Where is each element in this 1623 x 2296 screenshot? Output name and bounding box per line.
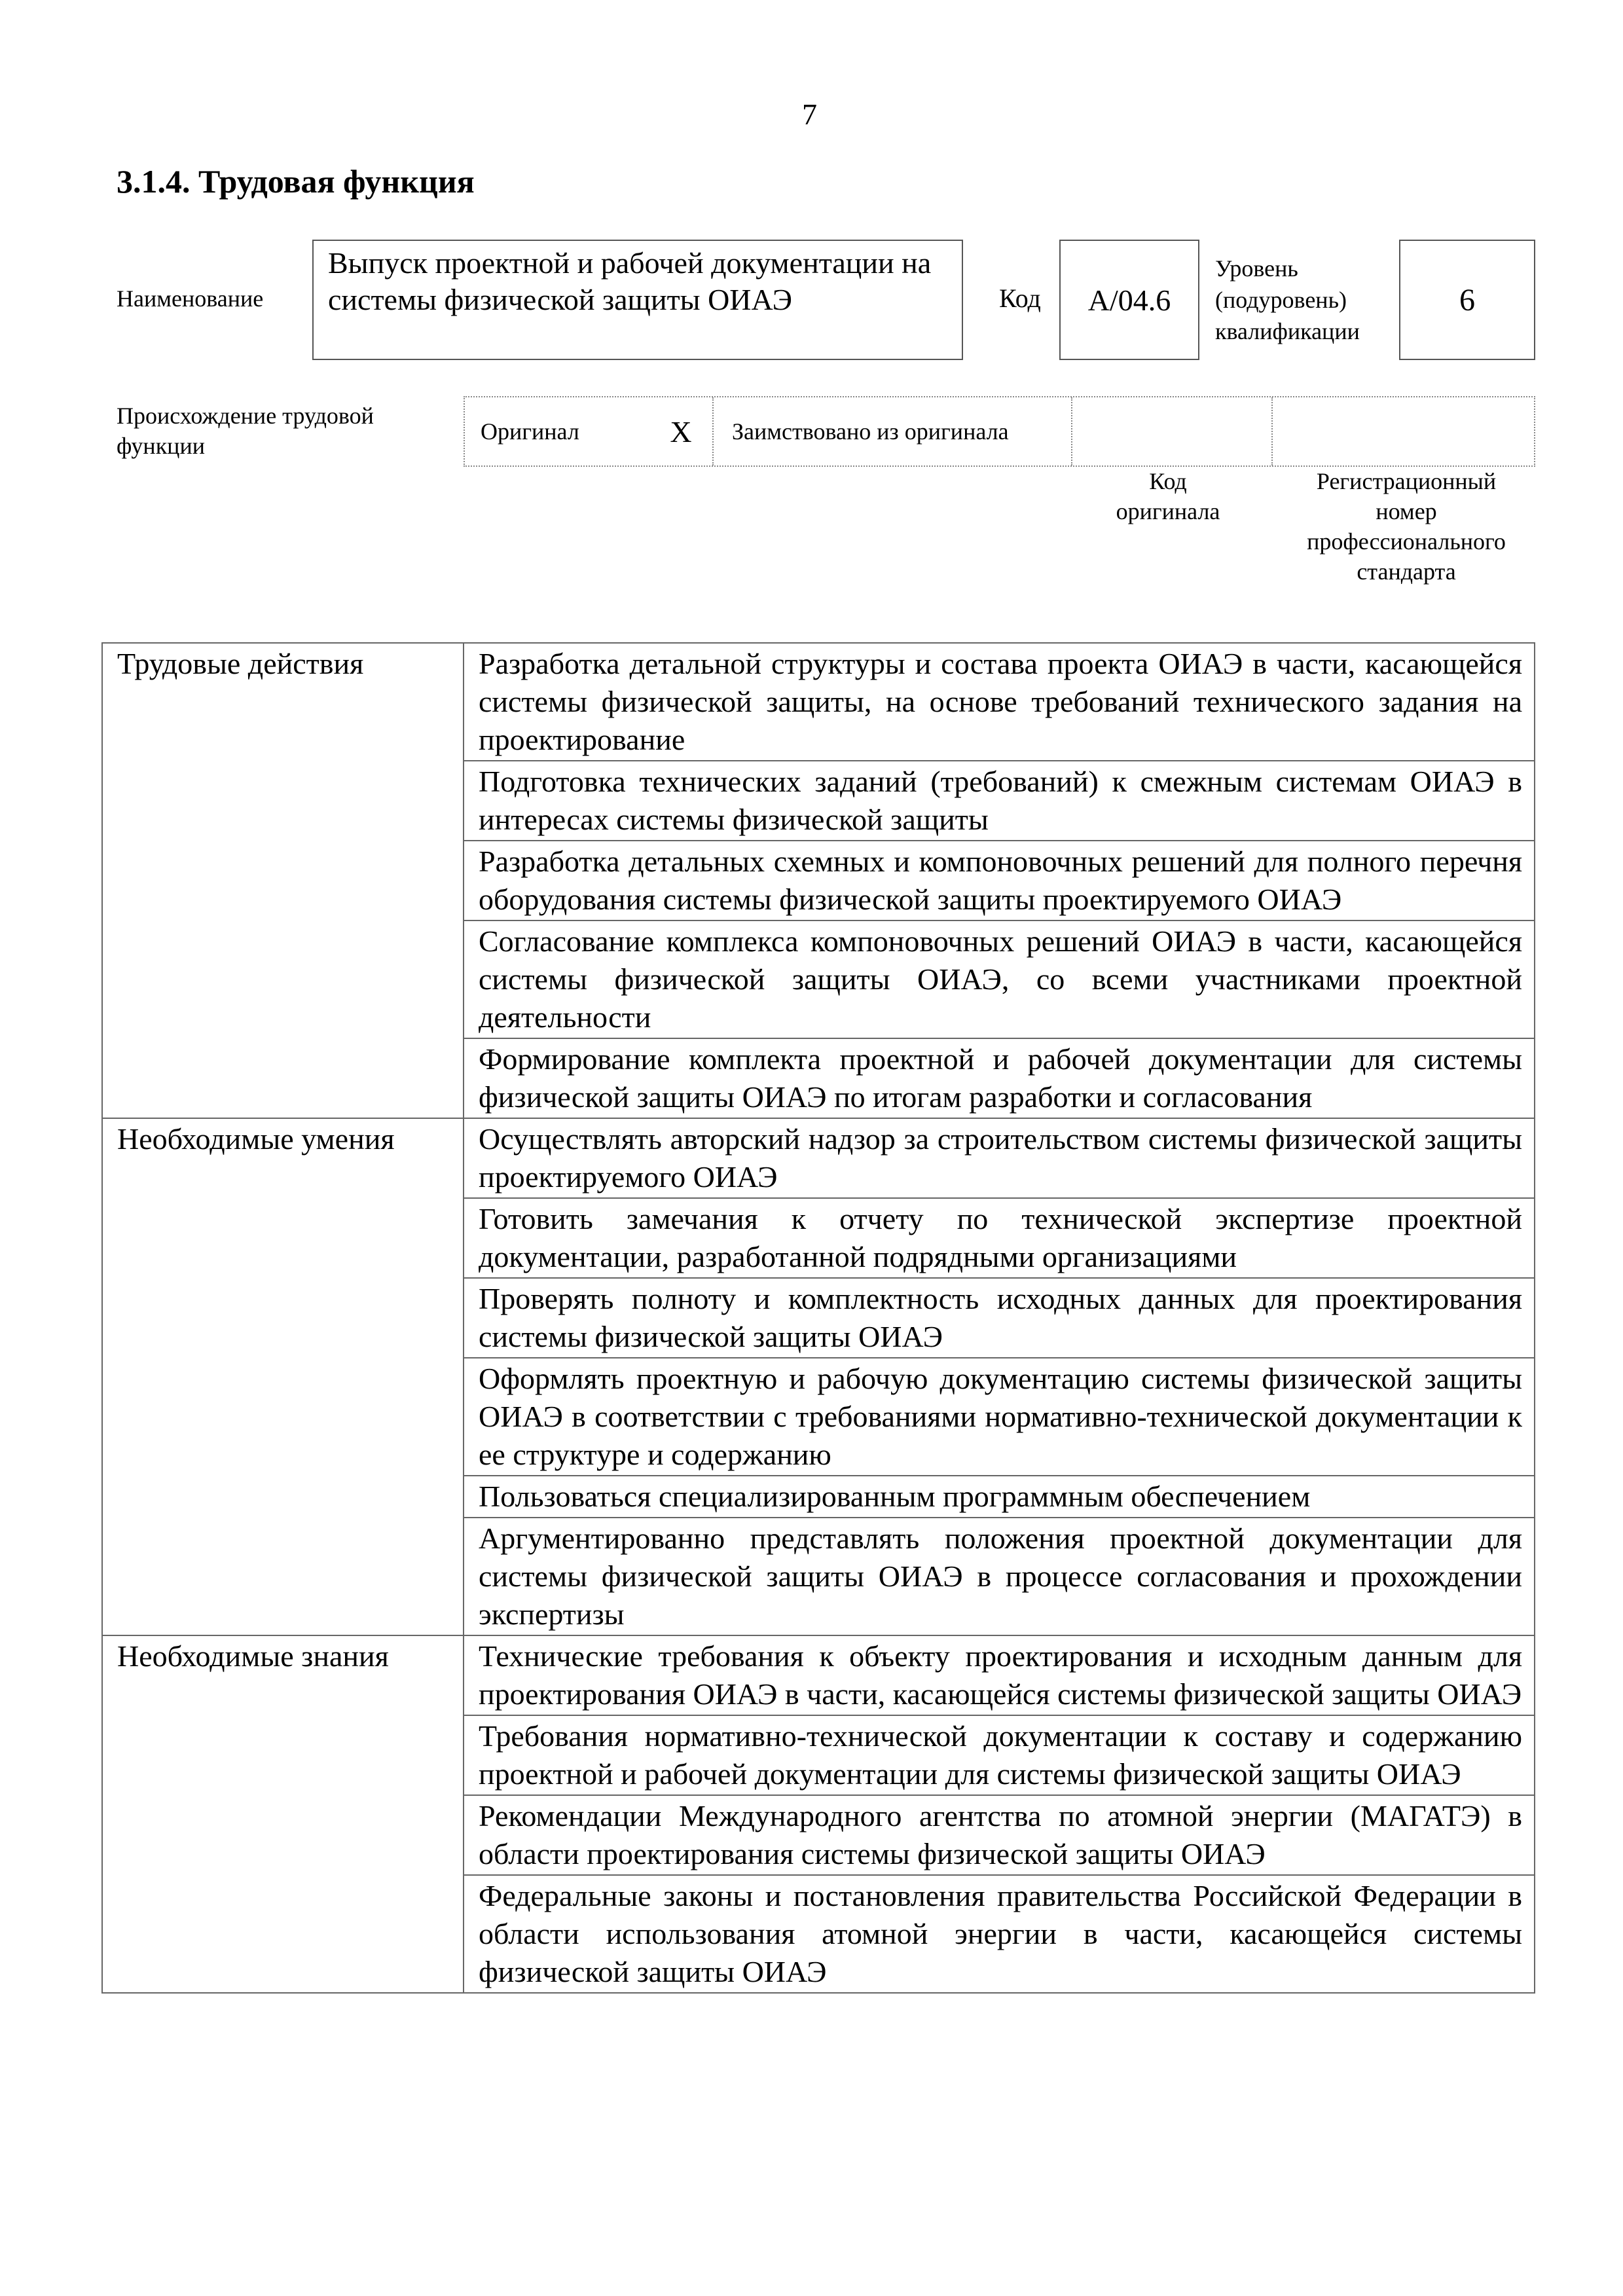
- category-title: Трудовые действия: [102, 643, 464, 1118]
- table-cell: Оформлять проектную и рабочую документацию системы физической защиты ОИАЭ в соответствии с требованиями нормативно-технической документации к ее структуре и содержанию: [464, 1358, 1535, 1476]
- table-row: [102, 643, 1535, 761]
- origin-original: Оригинал: [481, 418, 579, 445]
- table-cell: Разработка детальных схемных и компоновочных решений для полного перечня оборудования системы физической защиты проектируемого ОИАЭ: [464, 841, 1535, 920]
- table-body: [102, 643, 1535, 1993]
- table-cell: Федеральные законы и постановления правительства Российской Федерации в области использования атомной энергии в части, касающейся системы физической защиты ОИАЭ: [464, 1875, 1535, 1993]
- table-row: [102, 1635, 1535, 1715]
- table-cell: Формирование комплекта проектной и рабочей документации для системы физической защиты ОИАЭ по итогам разработки и согласования: [464, 1038, 1535, 1118]
- origin-label: [117, 401, 457, 461]
- original-code-caption-text: Код оригинала: [1116, 468, 1220, 524]
- table-cell: Требования нормативно-технической документации к составу и содержанию проектной и рабочей документации для системы физической защиты ОИАЭ: [464, 1715, 1535, 1795]
- registration-caption: [1275, 466, 1537, 587]
- code-field: A/04.6: [1059, 240, 1199, 360]
- name-label: Наименование: [117, 285, 264, 312]
- table-cell: Осуществлять авторский надзор за строительством системы физической защиты проектируемого ОИАЭ: [464, 1118, 1535, 1198]
- level-field: 6: [1399, 240, 1535, 360]
- table-cell: Готовить замечания к отчету по технической экспертизе проектной документации, разработанной подрядными организациями: [464, 1198, 1535, 1278]
- origin-mark: X: [670, 414, 692, 448]
- table-cell: Подготовка технических заданий (требований) к смежным системам ОИАЭ в интересах системы физической защиты: [464, 761, 1535, 841]
- origin-code-cell: [1071, 397, 1271, 465]
- function-name-field: Выпуск проектной и рабочей документации на системы физической защиты ОИАЭ: [312, 240, 963, 360]
- table-cell: Согласование комплекса компоновочных решений ОИАЭ в части, касающейся системы физической защиты ОИАЭ, со всеми участниками проектной деятельности: [464, 920, 1535, 1038]
- section-title: 3.1.4. Трудовая функция: [117, 163, 475, 200]
- original-code-caption: [1083, 466, 1253, 526]
- category-title: Необходимые знания: [102, 1635, 464, 1993]
- table-cell: Пользоваться специализированным программным обеспечением: [464, 1476, 1535, 1518]
- origin-registration-cell: [1271, 397, 1537, 465]
- category-title: Необходимые умения: [102, 1118, 464, 1635]
- code-label: Код: [999, 283, 1041, 313]
- origin-table: [464, 396, 1535, 467]
- table-cell: Технические требования к объекту проектирования и исходным данным для проектирования ОИАЭ в части, касающейся системы физической защиты ОИАЭ: [464, 1635, 1535, 1715]
- table-cell: Рекомендации Международного агентства по атомной энергии (МАГАТЭ) в области проектирования системы физической защиты ОИАЭ: [464, 1795, 1535, 1875]
- table-row: [102, 1118, 1535, 1198]
- page-number: 7: [802, 98, 817, 131]
- origin-borrowed: Заимствовано из оригинала: [712, 397, 1085, 465]
- origin-label-text: Происхождение трудовой функции: [117, 403, 374, 459]
- table-cell: Аргументированно представлять положения проектной документации для системы физической защиты ОИАЭ в процессе согласования и прохождении экспертизы: [464, 1518, 1535, 1635]
- table-cell: Проверять полноту и комплектность исходных данных для проектирования системы физической защиты ОИАЭ: [464, 1278, 1535, 1358]
- level-label: [1215, 253, 1366, 347]
- table-cell: Разработка детальной структуры и состава проекта ОИАЭ в части, касающейся системы физической защиты, на основе требований технического задания на проектирование: [464, 643, 1535, 761]
- function-details-table: [101, 642, 1535, 1994]
- registration-caption-text: Регистрационный номер профессионального стандарта: [1307, 468, 1506, 585]
- level-label-text: Уровень (подуровень) квалификации: [1215, 255, 1360, 344]
